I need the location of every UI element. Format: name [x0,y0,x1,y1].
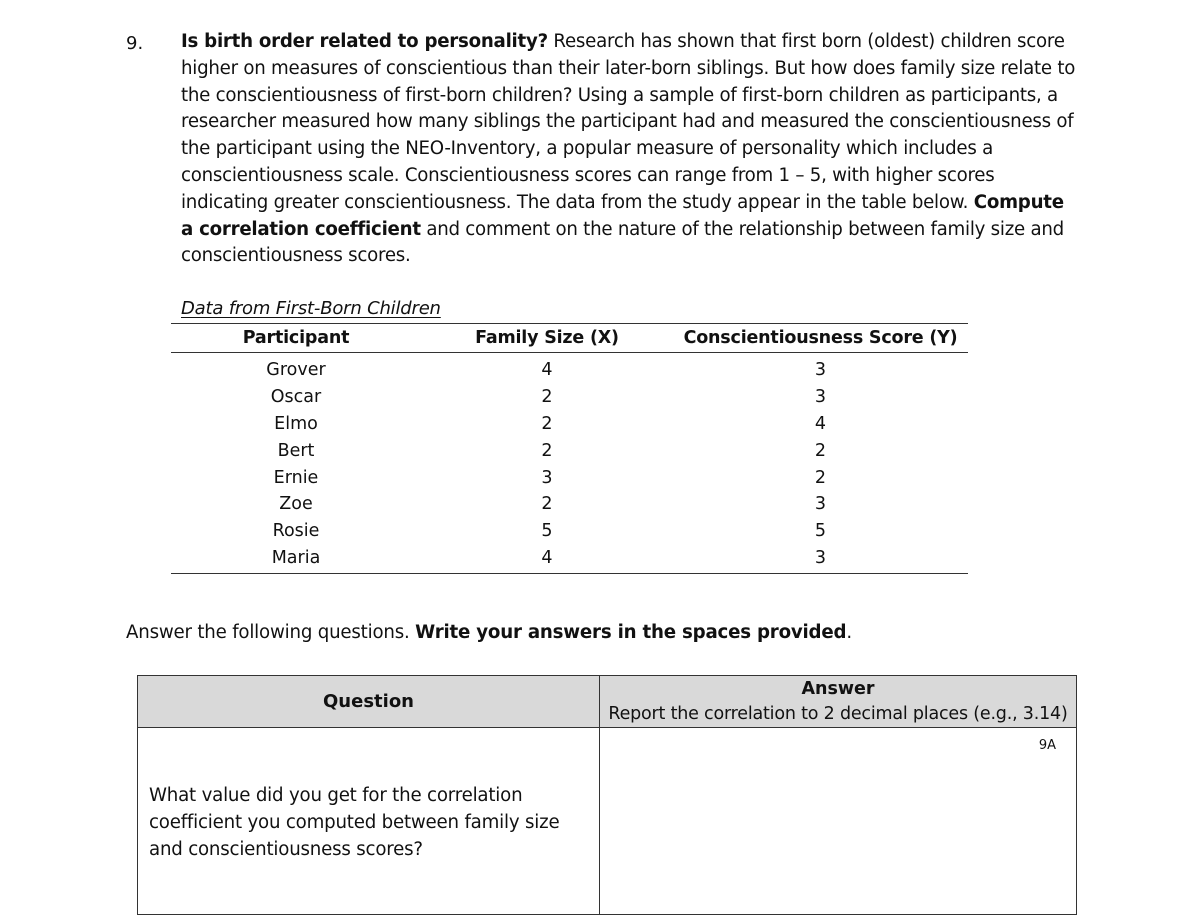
question-header [138,676,600,728]
question-prompt [181,29,1081,270]
table-row [171,491,968,518]
participant-cell: Rosie [272,521,320,542]
table-row [171,464,968,491]
answer-header-label: Answer [801,678,875,699]
participant-cell: Ernie [273,467,319,488]
instructions-end: . [846,622,852,643]
participant-cell: Elmo [274,413,318,434]
answer-instructions [126,622,852,643]
table-row [171,384,968,411]
participant-cell: Grover [266,360,326,381]
prompt-lead: Is birth order related to personality? [181,31,548,52]
answer-field[interactable] [600,728,1077,915]
qa-row [138,728,1077,915]
question-text: What value did you get for the correlation coefficient you computed between family size and conscientiousness scores? [149,785,560,860]
header-participant: Participant [171,324,421,353]
qa-table [137,675,1077,915]
participant-cell: Zoe [279,494,313,515]
header-conscientiousness: Conscientiousness Score (Y) [673,324,968,353]
instructions-text: Answer the following questions. [126,622,416,643]
table-row [171,437,968,464]
instructions-bold: Write your answers in the spaces provided [415,622,847,643]
score-cell: 2 [814,440,827,461]
question-cell [138,728,600,915]
score-cell: 3 [814,387,827,408]
family-size-cell: 5 [541,521,553,542]
score-cell: 5 [814,521,827,542]
family-size-cell: 3 [541,467,553,488]
header-family-size: Family Size (X) [421,324,673,353]
family-size-cell: 4 [421,545,673,574]
participant-cell: Oscar [270,387,322,408]
family-size-cell: 2 [541,413,553,434]
data-table [171,323,968,574]
data-table-caption: Data from First-Born Children [181,298,441,319]
score-cell: 2 [814,467,827,488]
prompt-body: Research has shown that first born (oldest) children score higher on measures of conscientious than their later-born siblings. But how does family size relate to the conscientiousness of first-born children? Using a sample of first-born children as participants, a researcher measured how many siblings the participant had and measured the conscientiousness of the participant using the NEO-Inventory, a popular measure of personality which includes a conscientiousness scale. Conscientiousness scores can range from 1 – 5, with higher scores indicating greater conscientiousness. The data from the study appear in the table below. [181,31,1076,213]
question-header-label: Question [323,691,414,712]
score-cell: 3 [673,545,968,574]
prompt-body-end: and comment on the nature of the relationship between family size and conscientiousness scores. [181,218,1064,267]
question-number: 9. [126,33,144,54]
prompt-instruction: Compute a correlation coefficient [181,191,1064,240]
table-row [171,411,968,438]
family-size-cell: 2 [541,387,553,408]
table-row [171,518,968,545]
participant-cell: Maria [171,545,421,574]
table-row [171,353,968,384]
answer-header [600,676,1077,728]
score-cell: 3 [814,494,827,515]
family-size-cell: 2 [541,494,553,515]
family-size-cell: 2 [541,440,553,461]
score-cell: 4 [814,413,827,434]
qa-header-row [138,676,1077,728]
family-size-cell: 4 [541,360,553,381]
table-row [171,545,968,574]
item-id-label: 9A [1038,738,1056,753]
data-table-header [171,324,968,353]
answer-header-instructions: Report the correlation to 2 decimal places (e.g., 3.14) [608,703,1068,724]
score-cell: 3 [814,360,827,381]
participant-cell: Bert [277,440,315,461]
